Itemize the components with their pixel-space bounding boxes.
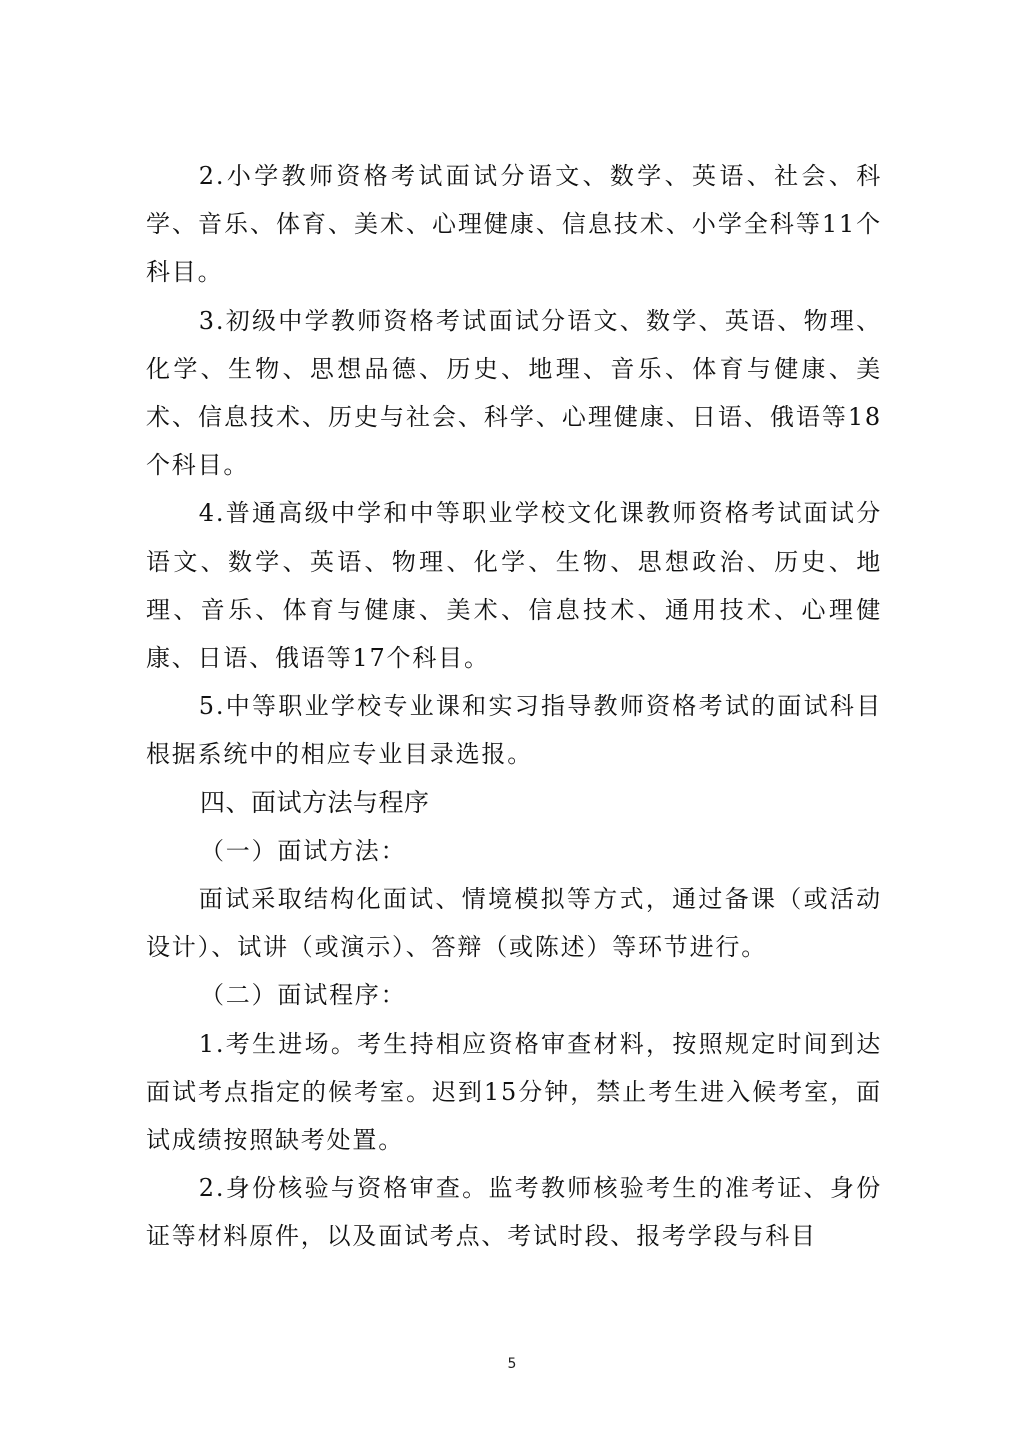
section-heading-interview-method: 四、面试方法与程序 [200, 787, 430, 817]
subheading-interview-procedure: （二）面试程序： [200, 981, 407, 1010]
paragraph-identity-verification: 2.身份核验与资格审查。监考教师核验考生的准考证、身份证等材料原件，以及面试考点、考试时段、报考学段与科目 [146, 1174, 882, 1251]
document-body [146, 152, 882, 1261]
paragraph-senior-high-school-subjects: 4.普通高级中学和中等职业学校文化课教师资格考试面试分语文、数学、英语、物理、化学、生物、思想政治、历史、地理、音乐、体育与健康、美术、信息技术、通用技术、心理健康、日语、俄语等17个科目。 [146, 499, 882, 673]
subheading-interview-method: （一）面试方法： [200, 836, 407, 865]
paragraph-junior-middle-school-subjects: 3.初级中学教师资格考试面试分语文、数学、英语、物理、化学、生物、思想品德、历史、地理、音乐、体育与健康、美术、信息技术、历史与社会、科学、心理健康、日语、俄语等18个科目。 [146, 306, 882, 480]
paragraph-vocational-subjects: 5.中等职业学校专业课和实习指导教师资格考试的面试科目根据系统中的相应专业目录选报。 [146, 692, 882, 769]
paragraph-interview-method: 面试采取结构化面试、情境模拟等方式，通过备课（或活动设计）、试讲（或演示）、答辩（或陈述）等环节进行。 [146, 885, 882, 962]
paragraph-primary-school-subjects: 2.小学教师资格考试面试分语文、数学、英语、社会、科学、音乐、体育、美术、心理健康、信息技术、小学全科等11个科目。 [146, 162, 882, 287]
paragraph-candidate-entry: 1.考生进场。考生持相应资格审查材料，按照规定时间到达面试考点指定的候考室。迟到15分钟，禁止考生进入候考室，面试成绩按照缺考处置。 [146, 1029, 882, 1155]
page-number: 5 [507, 1356, 517, 1372]
